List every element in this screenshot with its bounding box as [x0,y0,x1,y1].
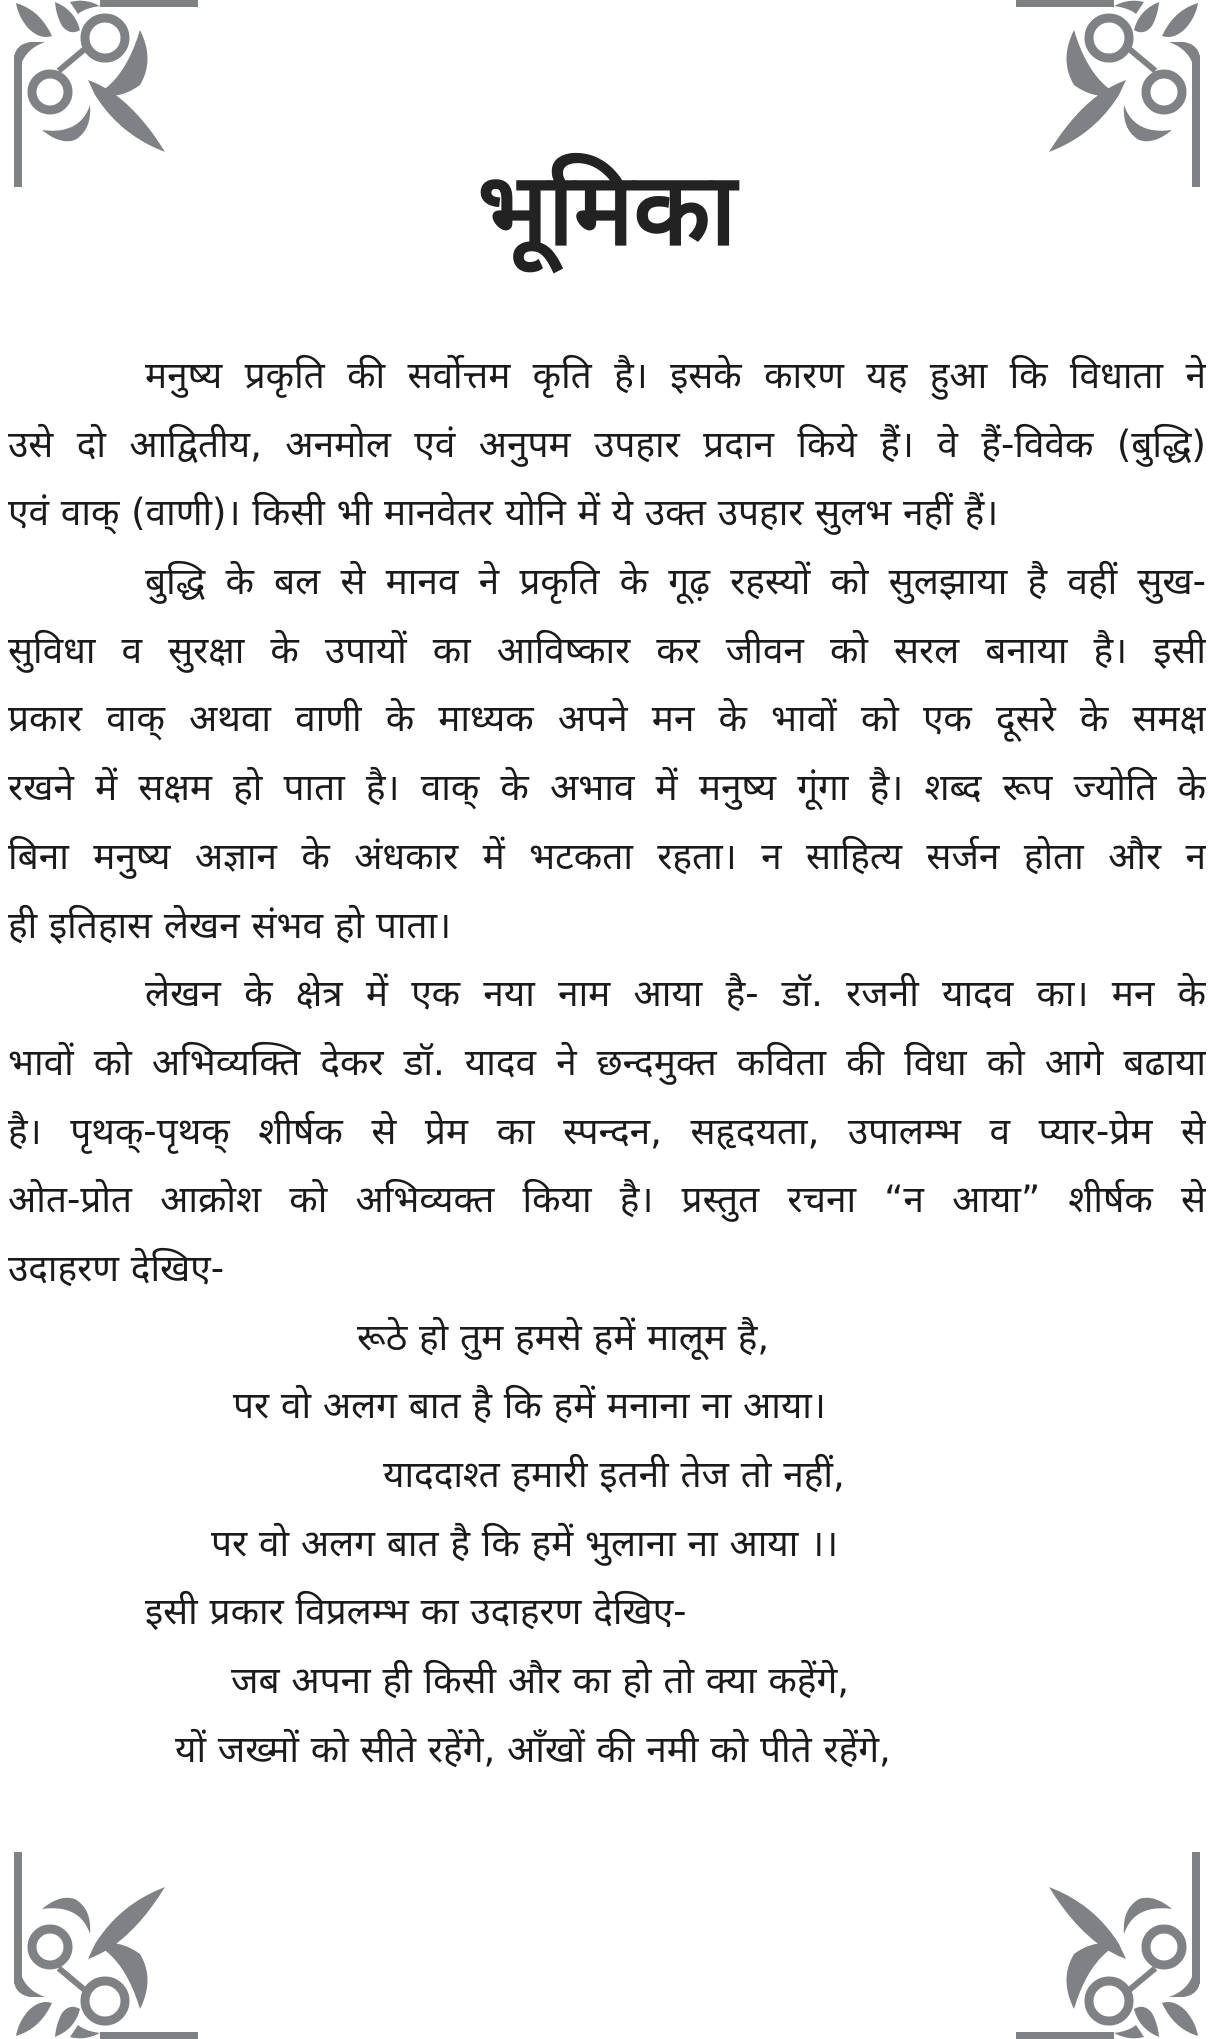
paragraph-line: उसे दो आद्वितीय, अनमोल एवं अनुपम उपहार प्रदान किये हैं। वे हैं-विवेक (बुद्धि) [8,422,1206,466]
paragraph-line: प्रकार वाक् अथवा वाणी के माध्यक अपने मन के भावों को एक दूसरे के समक्ष [8,697,1206,741]
paragraph-line: है। पृथक्-पृथक् शीर्षक से प्रेम का स्पन्दन, सहृदयता, उपालम्भ व प्यार-प्रेम से [8,1109,1206,1153]
poem-line: जब अपना ही किसी और का हो तो क्या कहेंगे, [231,1659,850,1703]
paragraph-line: ही इतिहास लेखन संभव हो पाता। [8,903,452,947]
poem-line: पर वो अलग बात है कि हमें भुलाना ना आया ।। [211,1521,839,1565]
paragraph-line: मनुष्य प्रकृति की सर्वोत्तम कृति है। इसके कारण यह हुआ कि विधाता ने [145,354,1206,397]
corner-ornament-bottom-right-icon [994,1839,1214,2039]
paragraph-line: भावों को अभिव्यक्ति देकर डॉ. यादव ने छन्दमुक्त कविता की विधा को आगे बढाया [8,1040,1206,1084]
paragraph-line: एवं वाक् (वाणी)। किसी भी मानवेतर योनि में ये उक्त उपहार सुलभ नहीं हैं। [8,491,999,535]
paragraph-line: बिना मनुष्य अज्ञान के अंधकार में भटकता रहता। न साहित्य सर्जन होता और न [8,834,1206,878]
paragraph-line: उदाहरण देखिए- [8,1246,225,1290]
paragraph-line: लेखन के क्षेत्र में एक नया नाम आया है- डॉ. रजनी यादव का। मन के [145,972,1206,1016]
poem-line: यों जख्मों को सीते रहेंगे, आँखों की नमी को पीते रहेंगे, [175,1727,891,1771]
paragraph-line: ओत-प्रोत आक्रोश को अभिव्यक्त किया है। प्रस्तुत रचना “न आया” शीर्षक से [8,1178,1206,1222]
poem-line: याददाश्त हमारी इतनी तेज तो नहीं, [383,1453,845,1496]
poem-line: पर वो अलग बात है कि हमें मनाना ना आया। [233,1384,826,1428]
paragraph-line: इसी प्रकार विप्रलम्भ का उदाहरण देखिए- [145,1590,687,1634]
corner-ornament-bottom-left-icon [0,1839,220,2039]
preface-body [8,342,1206,1784]
paragraph-line: बुद्धि के बल से मानव ने प्रकृति के गूढ़ रहस्यों को सुलझाया है वहीं सुख- [145,560,1206,604]
page-title: भूमिका [477,151,737,268]
poem-line: रूठे हो तुम हमसे हमें मालूम है, [357,1315,770,1359]
paragraph-line: सुविधा व सुरक्षा के उपायों का आविष्कार कर जीवन को सरल बनाया है। इसी [8,628,1206,672]
paragraph-line: रखने में सक्षम हो पाता है। वाक् के अभाव में मनुष्य गूंगा है। शब्द रूप ज्योति के [8,766,1206,810]
